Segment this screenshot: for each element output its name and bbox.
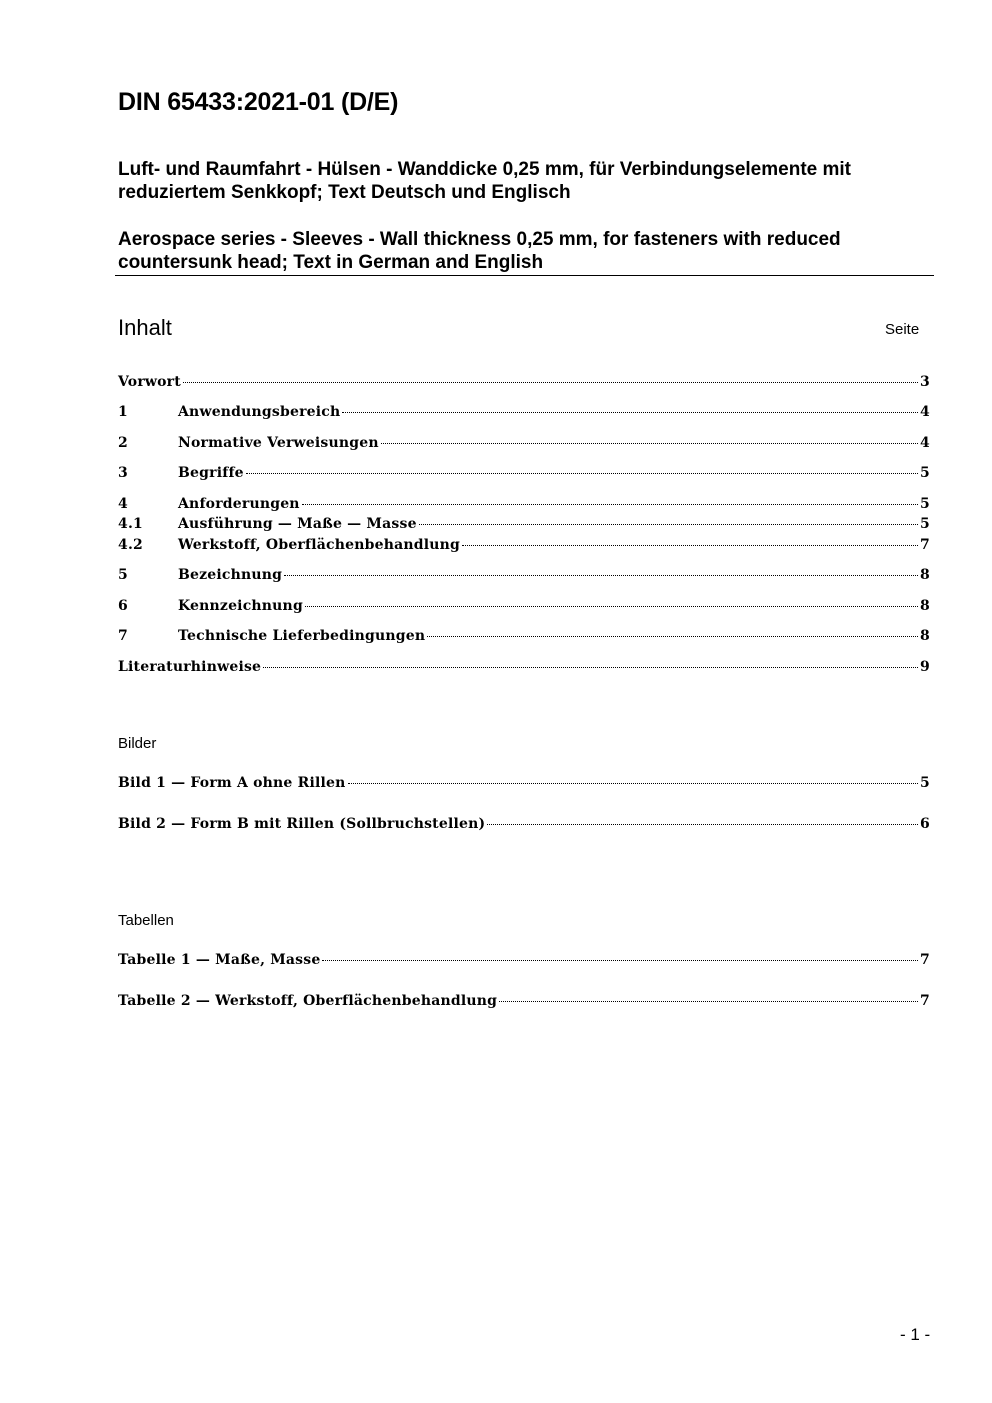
toc-entry-number: 6 [118, 598, 128, 614]
toc-heading: Inhalt [118, 315, 172, 340]
toc-entry-vorwort[interactable] [118, 373, 930, 391]
table-entry-page: 7 [920, 952, 930, 968]
toc-entry-3[interactable] [118, 464, 930, 482]
table-entry-page: 7 [920, 993, 930, 1009]
toc-entry-page: 3 [920, 374, 930, 390]
toc-entry-5[interactable] [118, 566, 930, 584]
document-id: DIN 65433:2021-01 (D/E) [118, 88, 399, 116]
toc-leader [419, 524, 918, 525]
toc-entry-text: Bezeichnung [178, 567, 283, 583]
toc-entry-4-1[interactable] [118, 515, 930, 533]
toc-leader [427, 636, 918, 637]
toc-entry-2[interactable] [118, 434, 930, 452]
title-english [118, 228, 918, 274]
toc-entry-page: 8 [920, 628, 930, 644]
toc-page-label: Seite [885, 321, 920, 338]
toc-entry-4-2[interactable] [118, 536, 930, 554]
toc-entry-7[interactable] [118, 627, 930, 645]
toc-entry-page: 4 [920, 435, 930, 451]
toc-leader [487, 824, 918, 825]
toc-leader [322, 960, 918, 961]
toc-entry-literaturhinweise[interactable] [118, 658, 930, 676]
toc-entry-text: Kennzeichnung [178, 598, 303, 614]
toc-entry-page: 9 [920, 659, 930, 675]
toc-entry-number: 2 [118, 435, 128, 451]
table-entry-text: Tabelle 1 — Maße, Masse [118, 952, 321, 968]
title-english-line-2: countersunk head; Text in German and English [118, 252, 544, 273]
figure-entry-page: 5 [920, 775, 930, 791]
toc-leader [305, 606, 918, 607]
toc-entry-page: 5 [920, 516, 930, 532]
toc-entry-number: 4.2 [118, 537, 143, 553]
toc-leader [183, 382, 918, 383]
toc-entry-number: 1 [118, 404, 128, 420]
toc-entry-text: Technische Lieferbedingungen [178, 628, 426, 644]
toc-entry-number: 4.1 [118, 516, 143, 532]
figure-entry-text: Bild 1 — Form A ohne Rillen [118, 775, 346, 791]
figure-entry-1[interactable] [118, 774, 930, 792]
toc-entry-number: 4 [118, 496, 128, 512]
title-german-line-2: reduziertem Senkkopf; Text Deutsch und Englisch [118, 182, 571, 203]
table-entry-text: Tabelle 2 — Werkstoff, Oberflächenbehandlung [118, 993, 498, 1009]
toc-entry-text: Werkstoff, Oberflächenbehandlung [178, 537, 460, 553]
toc-leader [462, 545, 918, 546]
toc-leader [342, 412, 918, 413]
page-number: - 1 - [900, 1325, 931, 1344]
toc-leader [246, 473, 918, 474]
toc-entry-number: 5 [118, 567, 128, 583]
toc-entry-page: 7 [920, 537, 930, 553]
toc-entry-text: Anwendungsbereich [178, 404, 341, 420]
toc-entry-text: Anforderungen [178, 496, 300, 512]
figure-entry-2[interactable] [118, 815, 930, 833]
toc-entry-page: 8 [920, 567, 930, 583]
title-english-line-1: Aerospace series - Sleeves - Wall thickness 0,25 mm, for fasteners with reduced [118, 229, 841, 250]
toc-entry-number: 3 [118, 465, 128, 481]
toc-leader [302, 504, 918, 505]
toc-leader [263, 667, 918, 668]
title-divider [115, 275, 934, 276]
table-entry-2[interactable] [118, 992, 930, 1010]
figure-entry-text: Bild 2 — Form B mit Rillen (Sollbruchstellen) [118, 816, 486, 832]
toc-leader [499, 1001, 918, 1002]
toc-entry-number: 7 [118, 628, 128, 644]
toc-entry-text: Literaturhinweise [118, 659, 262, 675]
figure-entry-page: 6 [920, 816, 930, 832]
toc-entry-text: Vorwort [118, 374, 181, 390]
table-entry-1[interactable] [118, 951, 930, 969]
toc-entry-page: 5 [920, 465, 930, 481]
tables-heading: Tabellen [118, 912, 174, 929]
title-german [118, 158, 918, 204]
toc-entry-text: Begriffe [178, 465, 244, 481]
toc-entry-text: Ausführung — Maße — Masse [178, 516, 417, 532]
title-german-line-1: Luft- und Raumfahrt - Hülsen - Wanddicke 0,25 mm, für Verbindungselemente mit [118, 159, 851, 180]
toc-entry-page: 8 [920, 598, 930, 614]
toc-leader [381, 443, 918, 444]
toc-leader [348, 783, 919, 784]
toc-entry-4[interactable] [118, 495, 930, 513]
toc-entry-text: Normative Verweisungen [178, 435, 379, 451]
toc-leader [284, 575, 918, 576]
toc-entry-6[interactable] [118, 597, 930, 615]
figures-heading: Bilder [118, 735, 157, 752]
toc-entry-page: 4 [920, 404, 930, 420]
toc-entry-1[interactable] [118, 403, 930, 421]
toc-entry-page: 5 [920, 496, 930, 512]
